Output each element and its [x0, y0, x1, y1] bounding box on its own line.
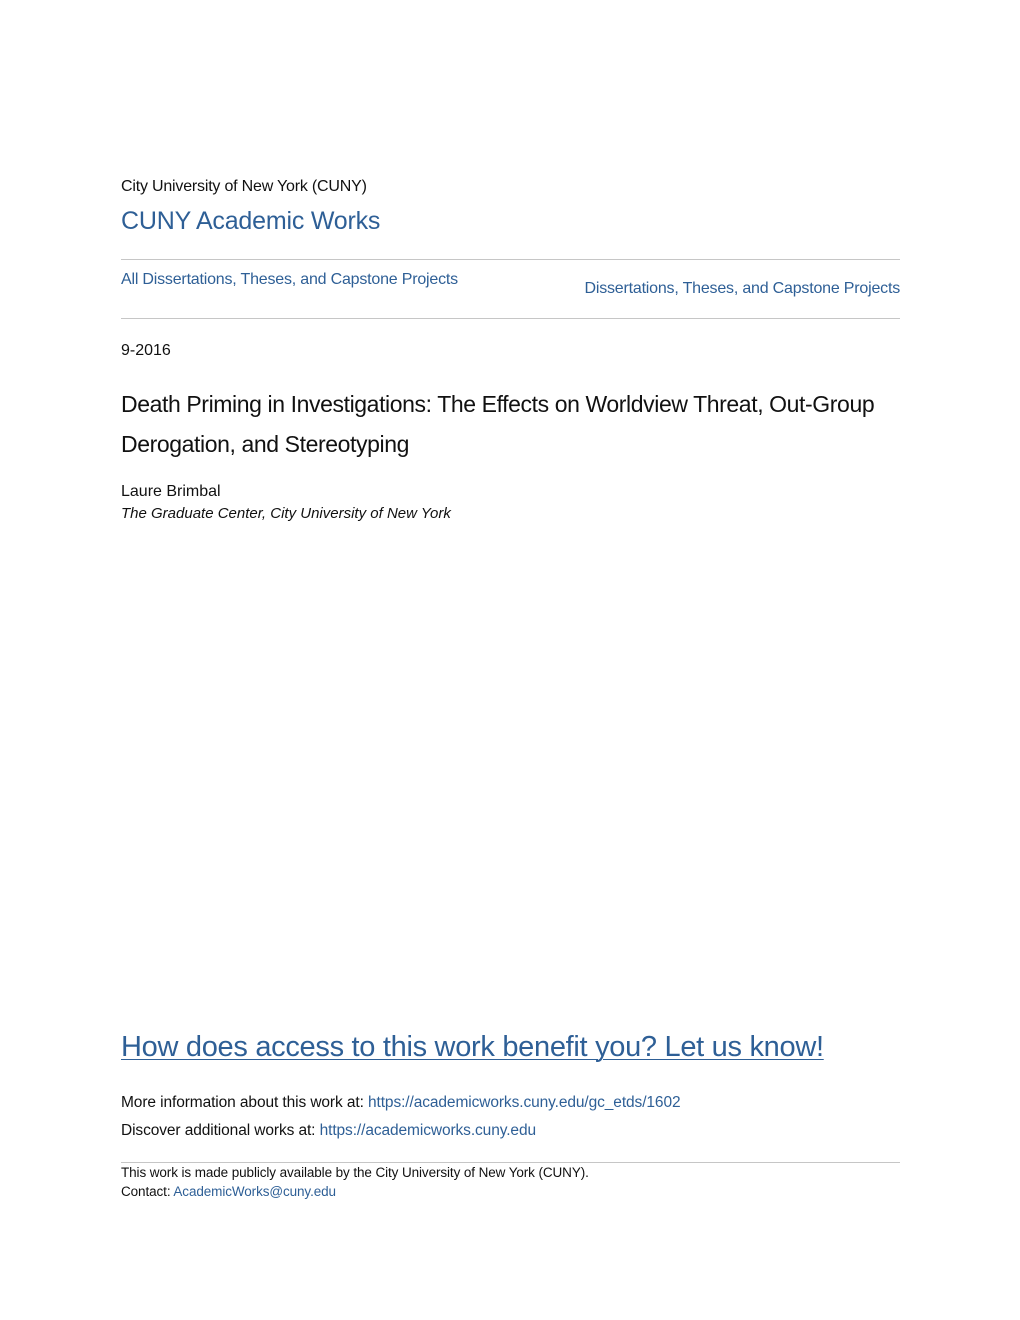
divider-top [121, 259, 900, 260]
feedback-link[interactable]: How does access to this work benefit you? Let us know! [121, 1031, 824, 1063]
author-affiliation: The Graduate Center, City University of New York [121, 505, 451, 522]
contact-line [121, 1183, 336, 1201]
more-info-line [121, 1093, 680, 1113]
work-title: Death Priming in Investigations: The Effects on Worldview Threat, Out-Group Derogation, and Stereotyping [121, 391, 875, 457]
publication-date: 9-2016 [121, 342, 171, 359]
more-info-url-link[interactable]: https://academicworks.cuny.edu/gc_etds/1602 [368, 1094, 681, 1111]
all-collections-link[interactable]: All Dissertations, Theses, and Capstone Projects [121, 271, 458, 288]
institution-name: City University of New York (CUNY) [121, 178, 367, 195]
divider-footer [121, 1162, 900, 1163]
availability-statement: This work is made publicly available by the City University of New York (CUNY). [121, 1165, 589, 1180]
discover-line [121, 1121, 536, 1141]
divider-middle [121, 318, 900, 319]
discover-url-link[interactable]: https://academicworks.cuny.edu [319, 1122, 536, 1139]
author-name: Laure Brimbal [121, 483, 221, 500]
more-info-label: More information about this work at: [121, 1094, 368, 1111]
repository-link[interactable]: CUNY Academic Works [121, 207, 381, 235]
contact-label: Contact: [121, 1184, 174, 1199]
contact-email-link[interactable]: AcademicWorks@cuny.edu [173, 1184, 336, 1199]
collection-link[interactable]: Dissertations, Theses, and Capstone Projects [584, 280, 900, 297]
discover-label: Discover additional works at: [121, 1122, 320, 1139]
